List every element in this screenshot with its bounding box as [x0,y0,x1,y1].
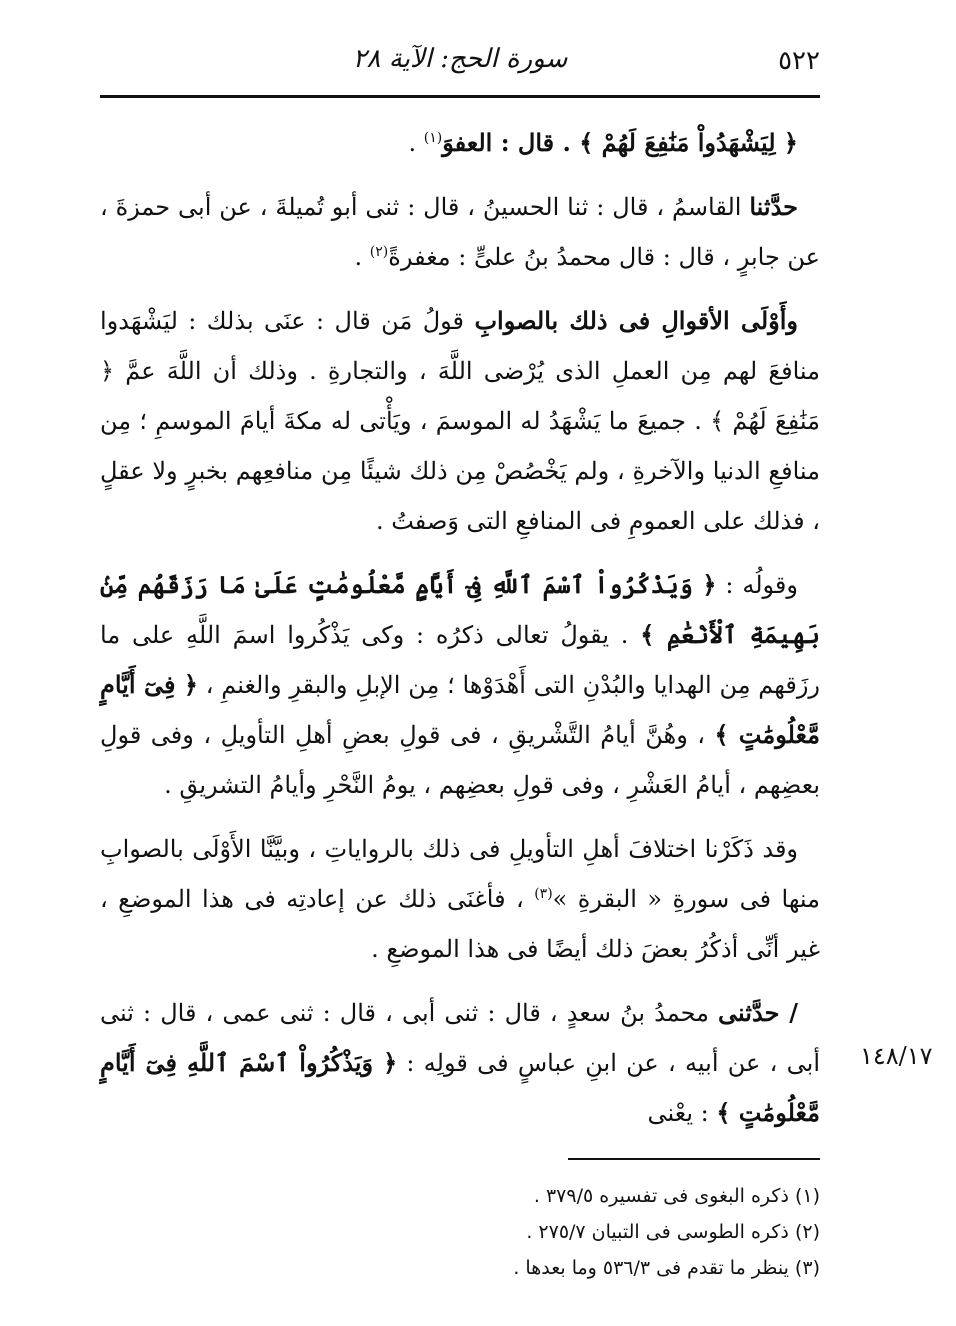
header-rule [100,95,820,98]
text-segment: ، فأغنَى ذلك عن إعادتِه فى هذا الموضعِ ، غير أنِّى أذكُرُ بعضَ ذلك أيضًا فى هذا الموضعِ . [100,885,820,963]
page-number: ٥٢٢ [778,46,820,76]
footnote-ref: (١) [423,130,443,146]
page-header [100,38,820,78]
text-segment: وقولُه : [716,571,798,599]
paragraph [100,182,820,282]
text-segment: : يعْنى [647,1099,717,1127]
text-segment: . يقولُ تعالى ذكرُه : وكى يَذْكُروا اسمَ اللَّهِ على ما رزَقهم مِن الهدايا والبُدْنِ التى أَهْدَوْها ؛ مِن الإبلِ والبقرِ والغنمِ ، [100,621,820,699]
quran-quote: ﴿ فِىٓ أَيَّامٍ مَّعْلُومَٰتٍ ﴾ [100,670,820,749]
isnad-opening: / حدَّثنى [718,998,798,1027]
footnote-rule [568,1158,820,1160]
isnad-opening: حدَّثنا [749,192,798,221]
paragraph [100,988,820,1138]
text-segment: . [408,129,424,157]
footnote-ref: (٣) [534,886,553,902]
text-segment: قولُ مَن قال : عنَى بذلك : ليَشْهَدوا منافعَ لهم مِن العملِ الذى يُرْضى اللَّهَ ، والتجارةِ . وذلك أن اللَّهَ عمَّ ﴿ مَنَٰفِعَ لَهُمْ ﴾ . جميعَ ما يَشْهَدُ له الموسمَ ، ويَأْتى له مكةَ أيامَ الموسمِ ؛ مِن منافعِ الدنيا والآخرةِ ، ولم يَخْصُصْ مِن ذلك شيئًا مِن منافعِهم بخبرٍ ولا عقلٍ ، فذلك على العمومِ فى المنافعِ التى وَصفتُ . [100,307,820,535]
text-segment: وقد ذَكَرْنا اختلافَ أهلِ التأويلِ فى ذلك بالرواياتِ ، وبيَّنَّا الأَوْلَى بالصوابِ منها فى سورةِ « البقرةِ » [100,835,821,913]
main-text [100,118,820,1152]
text-segment: القاسمُ ، قال : ثنا الحسينُ ، قال : ثنى أبو تُميلةَ ، عن أبى حمزةَ ، عن جابرٍ ، قال : قال محمدُ بنُ علىٍّ : مغفرةً [100,193,820,271]
quran-quote: ﴿ لِيَشْهَدُواْ مَنَٰفِعَ لَهُمْ ﴾ . قال : العفوَ [442,128,798,157]
text-segment: ، وهُنَّ أيامُ التَّشْريقِ ، فى قولِ بعضِ أهلِ التأويلِ ، وفى قولِ بعضِهم ، أيامُ العَشْرِ ، وفى قولِ بعضِهم ، يومُ النَّحْرِ وأيامُ التشريقِ . [100,721,820,799]
footnote: (٢) ذكره الطوسى فى التبيان ٢٧٥/٧ . [526,1221,820,1243]
text-segment: . [354,243,370,271]
footnote: (٣) ينظر ما تقدم فى ٥٣٦/٣ وما بعدها . [513,1257,820,1279]
running-title: سورة الحج: الآية ٢٨ [352,44,568,74]
paragraph [100,118,820,168]
quran-quote: ﴿ وَيَذْكُرُواْ ٱسْمَ ٱللَّهِ فِىٓ أَيَّامٍ مَّعْلُومَٰتٍ ﴾ [100,1048,820,1127]
paragraph [100,296,820,546]
paragraph [100,560,820,810]
margin-reference: ١٤٨/١٧ [860,1042,933,1070]
footnote-ref: (٢) [369,244,389,260]
footnote: (١) ذكره البغوى فى تفسيره ٣٧٩/٥ . [533,1185,820,1207]
quran-quote: ﴿ وَيَذْكُرُواْ ٱسْمَ ٱللَّهِ فِىٓ أَيَّامٍ مَّعْلُومَٰتٍ عَلَىٰ مَا رَزَقَهُم مِّنۢ بَهِيمَةِ ٱلْأَنْعَٰمِ ﴾ [100,570,820,649]
bold-heading-phrase: وأَوْلَى الأقوالِ فى ذلك بالصوابِ [474,306,798,335]
paragraph [100,824,820,974]
footnotes [300,1178,820,1286]
text-segment: محمدُ بنُ سعدٍ ، قال : ثنى أبى ، قال : ثنى عمى ، قال : ثنى أبى ، عن أبيه ، عن ابنِ عباسٍ فى قولِه : [100,999,820,1077]
